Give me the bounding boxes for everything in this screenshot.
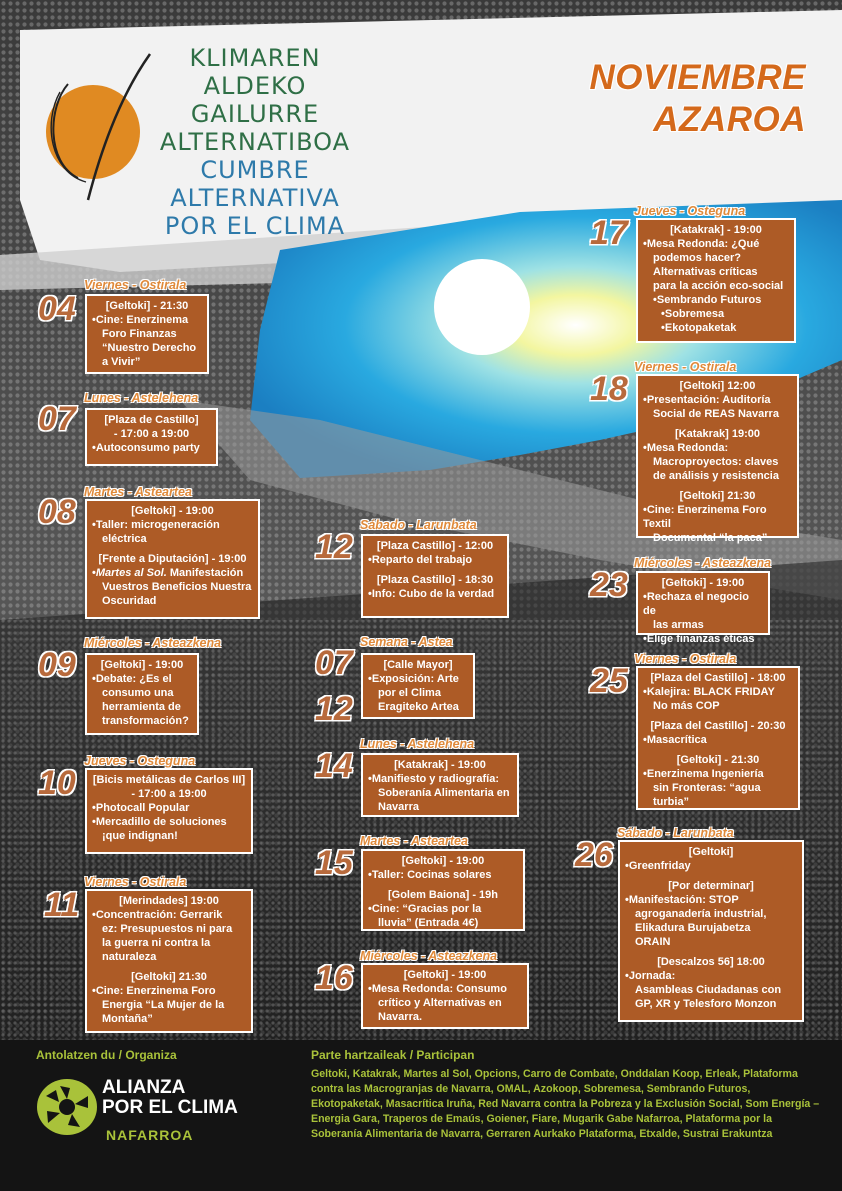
event-line: •Sembrando Futuros	[653, 294, 762, 306]
event-line: ORAIN	[635, 936, 671, 948]
event-line: •Debate: ¿Es el	[92, 673, 172, 685]
event-box-17	[636, 218, 796, 343]
day-09-number: 09	[38, 646, 76, 684]
event-line: - 17:00 a 19:00	[113, 428, 190, 440]
event-line: •Cine: Enerzinema	[92, 314, 189, 326]
event-line: sin Fronteras: “agua	[653, 782, 761, 794]
event-box-10	[85, 768, 253, 854]
event-line: •Mesa Redonda: Consumo	[368, 983, 507, 995]
event-box-26	[618, 840, 804, 1022]
event-line: herramienta de	[102, 701, 181, 713]
event-line: [Plaza del Castillo] - 20:30	[650, 720, 786, 732]
day-18-number: 18	[590, 370, 628, 408]
event-line: Navarra	[378, 801, 419, 813]
event-line: •Reparto del trabajo	[368, 554, 473, 566]
event-line: por el Clima	[378, 687, 441, 699]
event-line: Soberanía Alimentaria en	[378, 787, 510, 799]
alianza-line-2: POR EL CLIMA	[102, 1097, 238, 1118]
event-line: [Geltoki]	[688, 846, 734, 858]
event-line: ¡que indignan!	[102, 830, 178, 842]
title-es-line-1: CUMBRE	[200, 156, 310, 184]
event-line: •Autoconsumo party	[92, 442, 200, 454]
title-es-line-3: POR EL CLIMA	[164, 212, 346, 240]
event-line: •Concentración: Gerrarik	[92, 909, 223, 921]
event-line: Social de REAS Navarra	[653, 408, 779, 420]
event-box-11	[85, 889, 253, 1033]
event-line: •Cine: Enerzinema Foro Textil	[643, 504, 767, 530]
event-line: [Geltoki] - 19:00	[401, 855, 485, 867]
week-name: Semana - Astea	[360, 635, 453, 649]
event-line: Foro Finanzas	[102, 328, 177, 340]
event-line: [Katakrak] - 19:00	[394, 759, 486, 771]
event-line: [Plaza Castillo] - 18:30	[376, 574, 494, 586]
event-line: para la acción eco-social	[653, 280, 784, 292]
event-line: •Taller: microgeneración	[92, 519, 220, 531]
summit-title	[150, 44, 360, 240]
day-26-number: 26	[575, 836, 613, 874]
day-10-number: 10	[38, 764, 76, 802]
event-line: •Cine: “Gracias por la	[368, 903, 482, 915]
day-12-name: Sábado - Larunbata	[360, 518, 477, 532]
event-line: [Katakrak] - 19:00	[670, 224, 762, 236]
event-line: •Photocall Popular	[92, 802, 190, 814]
day-15-number: 15	[315, 844, 353, 882]
day-11-name: Viernes - Ostirala	[84, 875, 187, 889]
event-line: •Presentación: Auditoría	[643, 394, 771, 406]
event-box-week	[361, 653, 475, 719]
event-line: - 17:00 a 19:00	[131, 788, 207, 800]
event-line: •Enerzinema Ingeniería	[643, 768, 764, 780]
day-16-number: 16	[315, 959, 353, 997]
day-08-number: 08	[38, 493, 76, 531]
event-line	[92, 566, 253, 580]
day-04-number: 04	[38, 290, 76, 328]
event-line: turbia”	[653, 796, 690, 808]
day-09-name: Miércoles - Asteazkena	[84, 636, 222, 650]
event-line: [Geltoki] - 21:30	[676, 754, 760, 766]
participan-label: Parte hartzaileak / Participan	[311, 1048, 475, 1062]
event-line: [Geltoki] - 19:00	[661, 577, 745, 589]
event-line: •Manifiesto y radiografía:	[368, 773, 499, 785]
event-box-07	[85, 408, 218, 466]
event-line: •Ekotopaketak	[661, 322, 737, 334]
event-line: [Geltoki] 21:30	[679, 490, 756, 502]
alianza-name	[102, 1078, 292, 1118]
event-line: [Merindades] 19:00	[119, 895, 219, 907]
event-line: [Golem Baiona] - 19h	[387, 889, 499, 901]
event-line: eléctrica	[102, 533, 147, 545]
day-04-name: Viernes - Ostirala	[84, 278, 187, 292]
event-line: [Frente a Diputación] - 19:00	[98, 553, 247, 565]
event-box-04	[85, 294, 209, 374]
event-line: [Geltoki] - 19:00	[100, 659, 184, 671]
event-line: Navarra.	[378, 1011, 423, 1023]
event-line: •Info: Cubo de la verdad	[368, 588, 495, 600]
event-line: Oscuridad	[102, 595, 157, 607]
event-line: consumo una	[102, 687, 174, 699]
event-line: GP, XR y Telesforo Monzon	[635, 998, 777, 1010]
event-line: •Mesa Redonda:	[643, 442, 729, 454]
event-line: •Mesa Redonda: ¿Qué	[643, 238, 760, 250]
day-11-number: 11	[44, 886, 80, 924]
event-box-16	[361, 963, 529, 1029]
title-eu-line-3: ALTERNATIBOA	[159, 128, 351, 156]
event-box-23	[636, 571, 770, 645]
event-line: [Calle Mayor]	[383, 659, 453, 671]
event-box-14	[361, 753, 519, 817]
event-line: Elikadura Burujabetza	[635, 922, 751, 934]
event-line: ez: Presupuestos ni para	[102, 923, 233, 935]
event-line: Macroproyectos: claves	[653, 456, 779, 468]
event-line: las armas	[653, 619, 704, 631]
event-line: •Greenfriday	[625, 860, 691, 872]
alianza-emblem-icon	[36, 1078, 98, 1136]
event-line: [Bicis metálicas de Carlos III]	[92, 774, 246, 786]
day-23-name: Miércoles - Asteazkena	[634, 556, 772, 570]
day-15-name: Martes - Asteartea	[360, 834, 468, 848]
event-line: Montaña”	[102, 1013, 153, 1025]
event-line: podemos hacer?	[653, 252, 742, 264]
event-line: •Masacrítica	[643, 734, 707, 746]
event-line: •Kalejira: BLACK FRIDAY	[643, 686, 775, 698]
day-25-name: Viernes - Ostirala	[634, 652, 737, 666]
event-line: [Plaza Castillo] - 12:00	[376, 540, 494, 552]
event-line: •Elige finanzas éticas	[643, 633, 755, 645]
event-line-italic: Martes al Sol.	[95, 567, 167, 579]
event-line: •Mercadillo de soluciones	[92, 816, 227, 828]
event-line: •Taller: Cocinas solares	[368, 869, 492, 881]
day-14-name: Lunes - Astelehena	[360, 737, 475, 751]
event-line: [Por determinar]	[668, 880, 754, 892]
month-eu: AZAROA	[653, 100, 806, 139]
day-25-number: 25	[590, 662, 628, 700]
day-17-number: 17	[590, 214, 628, 252]
event-box-12	[361, 534, 509, 618]
day-18-name: Viernes - Ostirala	[634, 360, 737, 374]
event-line: lluvia” (Entrada 4€)	[378, 917, 479, 929]
event-line: naturaleza	[102, 951, 157, 963]
event-box-15	[361, 849, 525, 931]
day-23-number: 23	[590, 566, 628, 604]
day-14-number: 14	[315, 747, 353, 785]
event-line: Documental “la paca”	[653, 532, 768, 544]
alianza-region: NAFARROA	[106, 1127, 194, 1143]
event-line: crítico y Alternativas en	[378, 997, 502, 1009]
event-line: [Geltoki] - 21:30	[105, 300, 189, 312]
event-line: a Vivir”	[102, 356, 141, 368]
event-line: Energia “La Mujer de la	[102, 999, 225, 1011]
event-line: Vuestros Beneficios Nuestra	[102, 581, 252, 593]
week-end-number: 12	[315, 690, 353, 728]
event-line: [Geltoki] 12:00	[679, 380, 756, 392]
event-line: de análisis y resistencia	[653, 470, 779, 482]
event-line: [Plaza del Castillo] - 18:00	[650, 672, 786, 684]
event-line: “Nuestro Derecho	[102, 342, 197, 354]
title-eu-line-1: KLIMAREN	[189, 44, 321, 72]
day-10-name: Jueves - Osteguna	[84, 754, 196, 768]
participants-list: Geltoki, Katakrak, Martes al Sol, Opcions, Carro de Combate, Onddalan Koop, Erleak, Plataforma contra las Macrogranjas de Navarra, OMAL, Azokoop, Sobremesa, Sembrando Futuros, Ekotopaketak, Masacrítica Iruña, Red Navarra contra la Pobreza y la Exclusión Social, Som Energía – Energia Gara, Traperos de Emaús, Goiener, Fiare, Mugarik Gabe Nafarroa, Plataforma por la Soberanía Alimentaria de Navarra, Gerraren Aurkako Plataforma, Etxalde, Sustrai Erakuntza	[311, 1068, 820, 1140]
event-line: [Plaza de Castillo]	[104, 414, 199, 426]
summit-logo-icon	[38, 52, 158, 202]
event-line: •Exposición: Arte	[368, 673, 459, 685]
event-line: •Rechaza el negocio de	[643, 591, 749, 617]
event-line: transformación?	[102, 715, 189, 727]
month-es: NOVIEMBRE	[589, 58, 806, 97]
event-line: la guerra ni contra la	[102, 937, 211, 949]
title-es-line-2: ALTERNATIVA	[170, 184, 340, 212]
event-line-bullet: •	[92, 567, 96, 579]
week-start-number: 07	[315, 644, 353, 682]
event-line: •Cine: Enerzinema Foro	[92, 985, 216, 997]
event-line-text: Manifestación	[166, 567, 244, 579]
day-07-name: Lunes - Astelehena	[84, 391, 199, 405]
title-eu-line-2: ALDEKO GAILURRE	[190, 72, 320, 128]
event-box-18	[636, 374, 799, 544]
event-line: No más COP	[653, 700, 720, 712]
event-line: agroganadería industrial,	[635, 908, 767, 920]
event-box-09	[85, 653, 199, 735]
event-line: [Geltoki] - 19:00	[131, 505, 214, 517]
day-26-name: Sábado - Larunbata	[617, 826, 734, 840]
event-line: [Geltoki] - 19:00	[403, 969, 487, 981]
event-line: Alternativas críticas	[653, 266, 758, 278]
event-line: Asambleas Ciudadanas con	[635, 984, 782, 996]
day-08-name: Martes - Asteartea	[84, 485, 192, 499]
alianza-line-1: ALIANZA	[102, 1077, 186, 1098]
day-17-name: Jueves - Osteguna	[634, 204, 746, 218]
event-line: [Geltoki] 21:30	[131, 971, 207, 983]
day-07-number: 07	[38, 400, 76, 438]
event-box-08	[85, 499, 260, 619]
event-line: •Manifestación: STOP	[625, 894, 739, 906]
event-line: [Katakrak] 19:00	[675, 428, 760, 440]
event-line: •Jornada:	[625, 970, 676, 982]
organiza-label: Antolatzen du / Organiza	[36, 1048, 177, 1062]
day-16-name: Miércoles - Asteazkena	[360, 949, 498, 963]
event-line: Eragiteko Artea	[378, 701, 459, 713]
event-box-25	[636, 666, 800, 810]
day-12-number: 12	[315, 528, 353, 566]
event-line: •Sobremesa	[661, 308, 725, 320]
event-line: [Descalzos 56] 18:00	[657, 956, 765, 968]
